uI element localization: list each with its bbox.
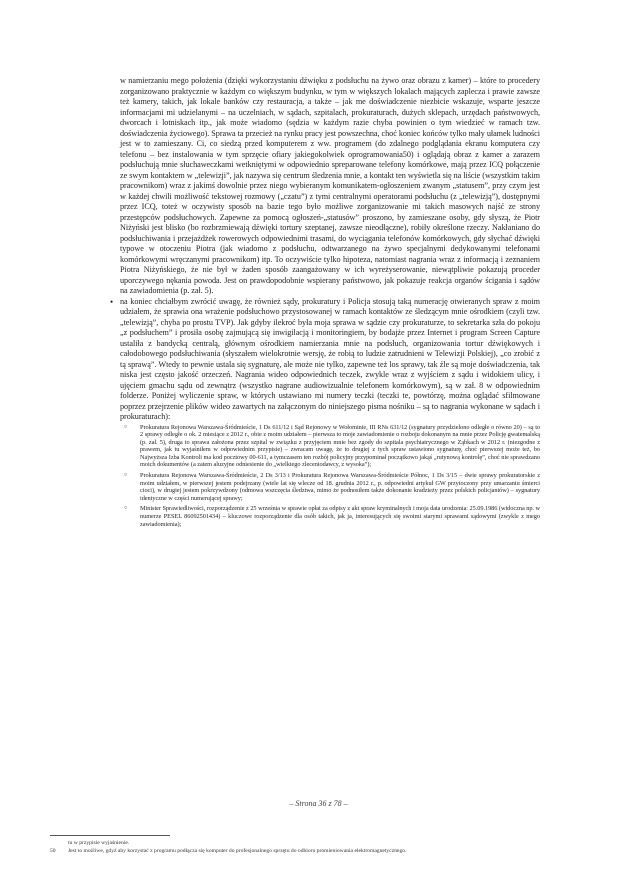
footnote-text: tu w przypisie wyjaśnienie.	[68, 840, 130, 846]
paragraph-2-bulleted: • na koniec chciałbym zwrócić uwagę, że również sądy, prokuratury i Policja stosują taką numerację otwieranych spraw z moim udziałem, że sprawia ona wrażenie podsłuchowo przystosowanej w ramach kontaktów ze śledzącym mnie ośrodkiem (czyli tzw. „telewizją”, chyba po prostu TVP). Jak gdyby ilekroć była moja sprawa w sądzie czy prokuraturze, to sekretarka szła do pokoju „z podsłuchem” i prosiła osobę zajmującą się inwigilacją i monitoringiem, by bodajże przez Internet i program Screen Capture ustaliła z bandycką centralą, głównym ośrodkiem namierzania mnie na podsłuch, organizowania tortur dźwiękowych i całodobowego podsłuchiwania (słyszałem wielokrotnie wersję, że robią to ludzie zatrudnieni w Telewizji Polskiej), „co zrobić z tą sprawą”. Wtedy to pewnie ustala się sygnaturę, ale może nie tylko, zapewne też los sprawy, tak źle są moje doświadczenia, tak niska jest często jakość orzeczeń. Nagrania wideo odpowiednich teczek, zwykle wraz z wyjściem z sądu i widokiem ulicy, i ujęciem gmachu sądu od zewnątrz (wszystko nagrane audiowizualnie telefonem komórkowym), są w zał. 8 w odpowiednim folderze. Poniżej wyliczenie spraw, w których ustawiano mi numery teczki (teczki te, powtórzę, można oglądać sfilmowane poprzez przejrzenie plików wideo zawartych na załączonym do niniejszego pisma nośniku – są to nagrania wykonane w sądach i prokuraturach):	[120, 297, 540, 423]
case-list	[112, 424, 540, 529]
page-number: – Strona 36 z 78 –	[289, 799, 348, 808]
footnote	[50, 848, 590, 856]
paragraph-1: w namierzaniu mego położenia (dzięki wykorzystaniu dźwięku z podsłuchu na żywo oraz obrazu z kamer) – które to procedery zorganizowano praktycznie w każdym co większym budynku, w tym w większych lokalach mających zaplecza i prawie zawsze też kamery, takich, jak lokale banków czy restauracja, a także – jak me doświadczenie niezbicie wskazuje, wsparte jeszcze informacjami mi udzielanymi – na uczelniach, w sądach, szpitalach, prokuraturach, dużych sklepach, urzędach państwowych, dworcach i lotniskach itp., jak może wiadomo (sędzia w każdym razie chyba powinien o tym wiedzieć w ramach tzw. doświadczenia życiowego). Sprawa ta przecież na rynku pracy jest powszechna, choć koniec końców tylko mały ułamek ludności jest w to zamieszany. Ci, co siedzą przed komputerem z ww. programem (do zdalnego podglądania ekranu komputera czy telefonu – bez instalowania w tym sprzęcie ofiary jakiegokolwiek oprogramowania50) i oglądają obraz z kamer a zarazem podsłuchują mnie słuchaweczkami wetkniętymi w odpowiednio spreparowane telefony komórkowe, mają przez ICQ połączenie ze swym kontaktem w „telewizji”, jak nazywa się centrum śledzenia mnie, a kontakt ten wyświetla się na liście (wszystkim takim pracownikom) wraz z jakimś dowolnie przez niego wybieranym komunikatem-ogłoszeniem zwanym „statusem”, przy czym jest w każdej chwili możliwość tekstowej rozmowy („czatu”) z tymi centralnymi operatorami podsłuchu (z „telewizją”), dostępnymi przez ICQ, toteż w oczywisty sposób na bazie tego było możliwe zorganizowanie mi takich masowych najść ze strony przestępców podsłuchowych. Zapewne za pomocą ogłoszeń-„statusów” proszono, by zamieszane osoby, gdy słyszą, że Piotr Niżyński jest blisko (bo rozbrzmiewają dźwięki tortury szeptanej, zawsze nieodłączne), robiły określone rzeczy. Nakłaniano do podsłuchiwania i przejażdżek rowerowych odpowiednimi trasami, do wyciągania telefonów komórkowych, gdy słychać dźwięki typowe w otoczeniu Piotra (jak wiadomo z podsłuchu, odtwarzanego na żywo specjalnymi dedykowanymi telefonami komórkowymi wręczanymi pracownikom) itp. To oczywiście tylko hipoteza, natomiast nagrania wraz z informacją i zeznaniem Piotra Niżyńskiego, że nie był w żaden sposób zaangażowany w ich wyreżyserowanie, niewątpliwie pokazują proceder uporczywego nękania powoda. Jest on prawdopodobnie wspierany państwowo, jak pokazuje reakcja organów ścigania i sądów na zawiadomienia (p. zał. 5).	[120, 76, 540, 295]
footnote-text: Jest to możliwe, gdyż aby korzystać z programu podłącza się komputer do profesjonalnego sprzętu do odbioru promieniowania elektromagnetycznego.	[68, 847, 407, 854]
case-list-item: ○ Minister Sprawiedliwości, rozporządzenie z 25 września w sprawie opłat za odpisy z akt spraw kryminalnych i moja data urodzenia: 25.09.1986 (widoczna np. w numerze PESEL 86092501434) – kluczowe rozporządzenie dla osób takich, jak ja, interesujących się swoimi starymi sprawami sądowymi (zwykle z mego zawiadomienia);	[112, 505, 540, 528]
footnote-number: 50	[50, 847, 56, 854]
footnote-divider	[50, 835, 170, 836]
footnote	[50, 840, 590, 848]
footnotes	[50, 840, 590, 855]
case-list-item: ○ Prokuratura Rejonowa Warszawa-Śródmieście, 1 Ds 611/12 i Sąd Rejonowy w Wołominie, III RNs 631/12 (sygnatury przydzielono odległe o równo 20) – są to 2 sprawy odległe o ok. 2 miesiące z 2012 r., obie z moim udziałem – pierwsza to moje zawiadomienie o rozboju dokonanym na mnie przez Policję gwatemalską (p. zał. 5), druga to sprawa założona przez szpital w związku z przyjęciem mnie bez zgody do szpitala psychiatrycznego w Ząbkach w 2012 r. (niezgodne z prawem, jak tu wyjaśniłem w odpowiednim przypisie) – zwracam uwagę, że to drugiej z tych spraw ustawiono sygnaturę, choć pierwszej może też, bo Najwyższa Izba Kontroli ma kod pocztowy 00-611, a tymczasem ten rozbój policyjny przypominał początkowo jakąś „rutynową kontrolę”, choć nie sprawdzano moich dokumentów (a zatem aluzyjne odniesienie do „wielkiego zleceniodawcy, z wysoka”);	[112, 424, 540, 470]
document-body	[120, 76, 540, 531]
case-list-item: ○ Prokuratura Rejonowa Warszawa-Śródmieście, 2 Ds 3/13 i Prokuratura Rejonowa Warszawa-Śródmieście Północ, 1 Ds 3/15 – dwie sprawy prokuratorskie z moim udziałem, w pierwszej jestem podejrzany (wiele lat się wlecze od 18. grudnia 2012 r., p. odpowiedni artykuł GW przytoczony przy umarzaniu śmierci cioci), w drugiej jestem pokrzywdzony (odmowa wszczęcia śledztwa, mimo że podnosiłem także dokonanie kradzieży przez polskich policjantów) – sygnatury identyczne w części numerującej sprawy;	[112, 472, 540, 502]
